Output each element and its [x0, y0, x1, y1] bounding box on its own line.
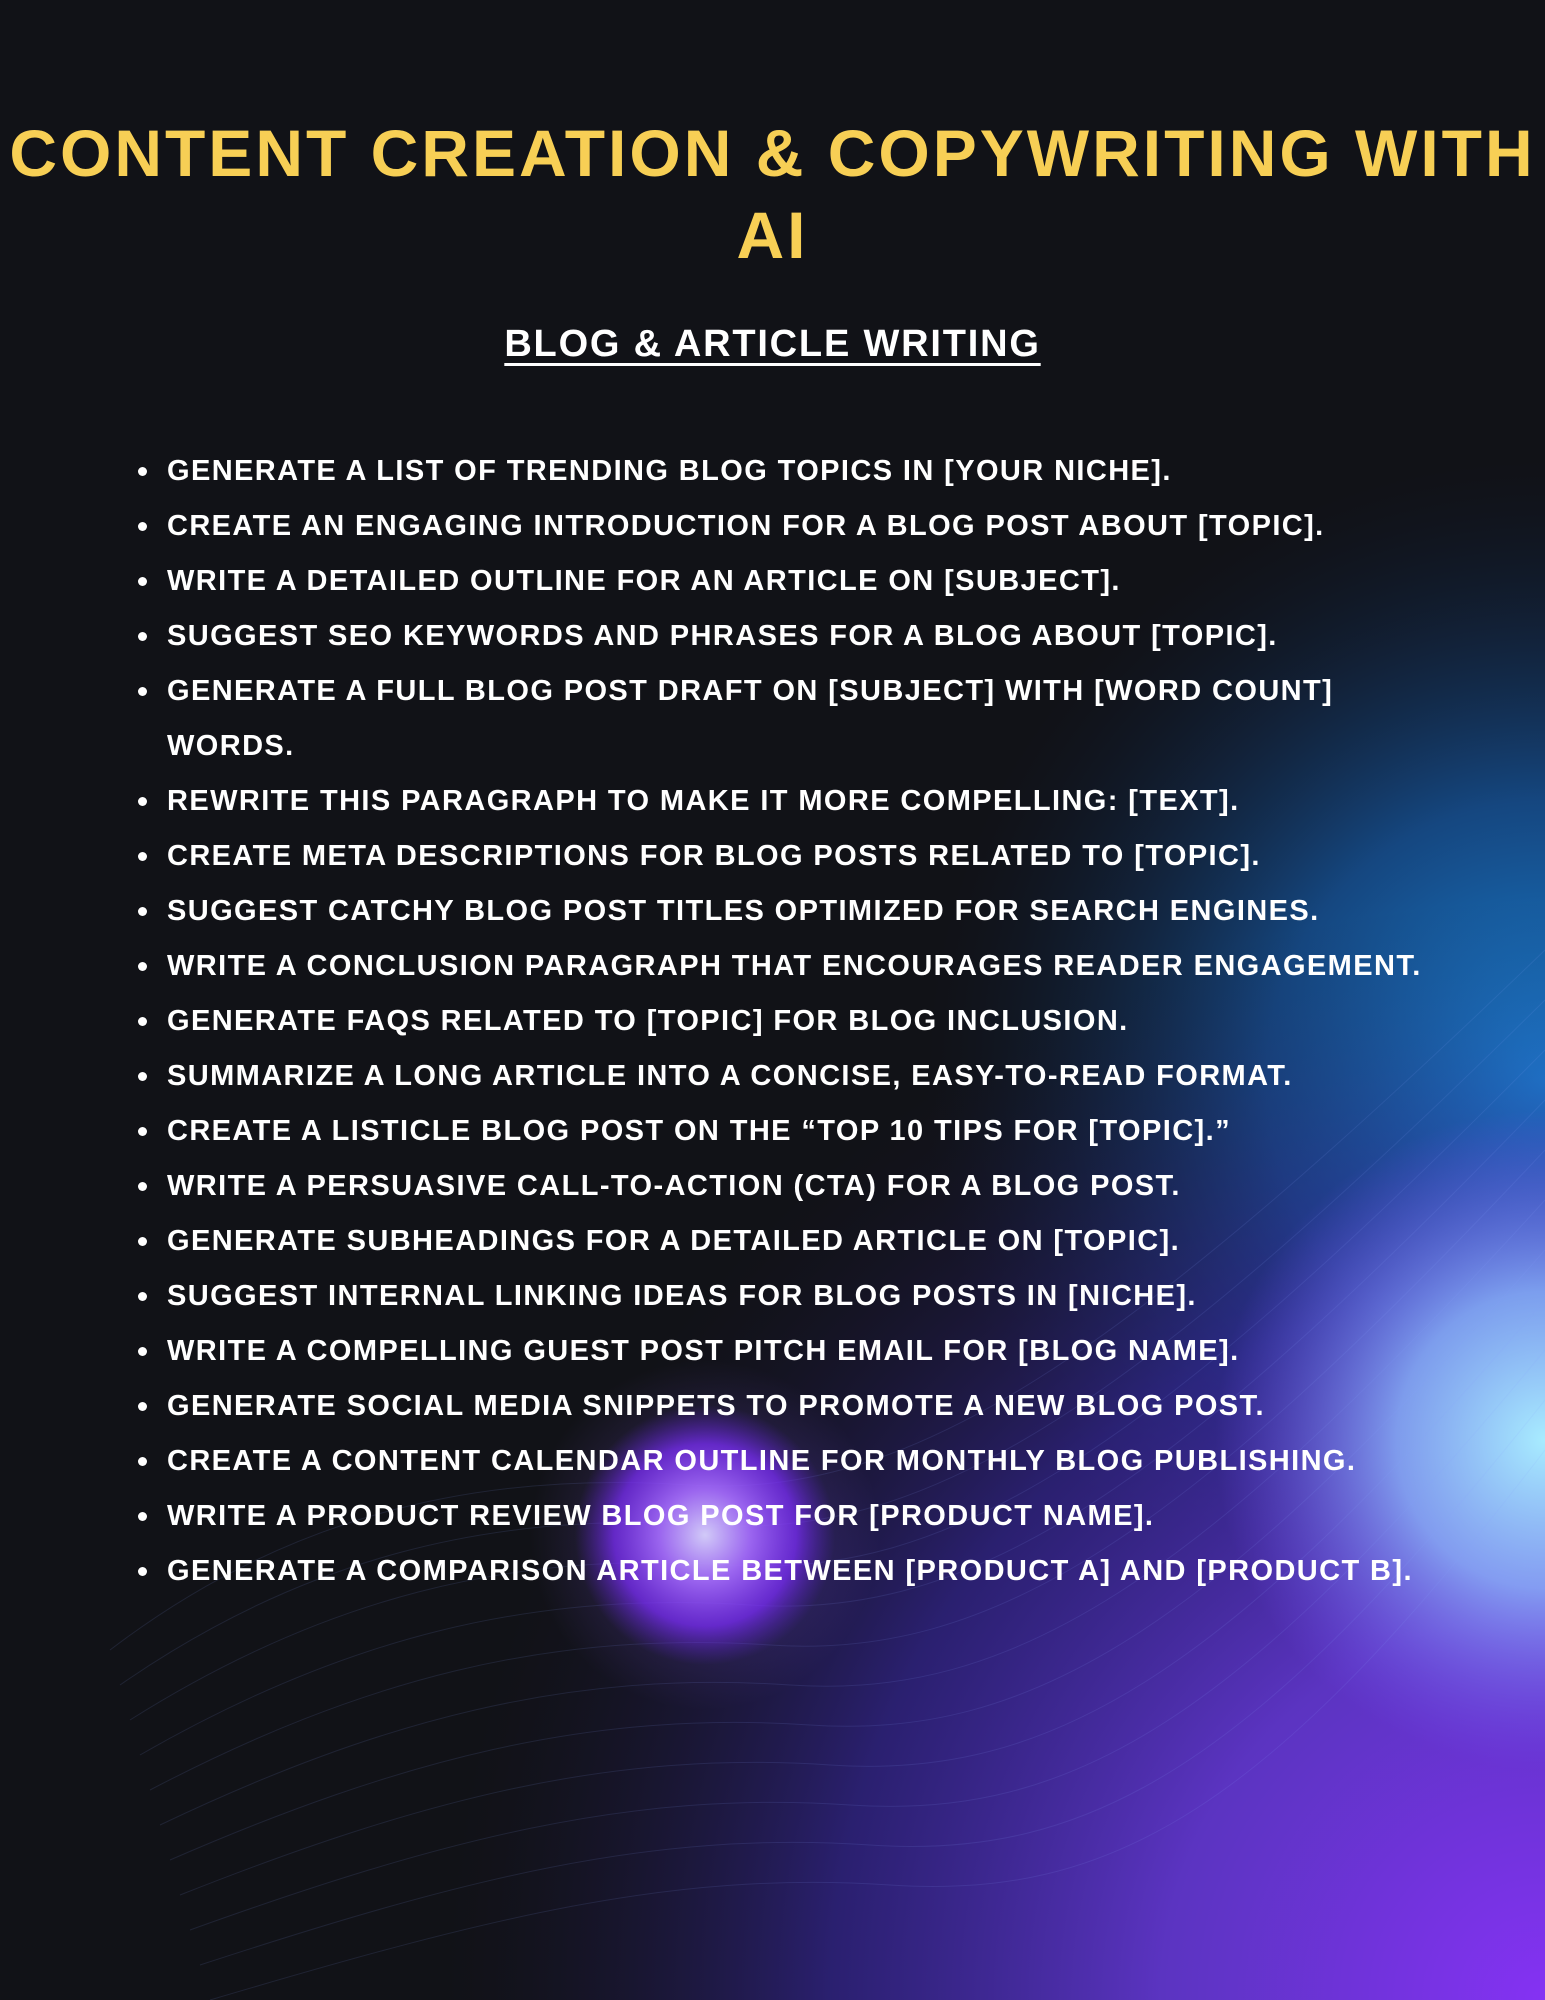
list-item: REWRITE THIS PARAGRAPH TO MAKE IT MORE COMPELLING: [TEXT].	[167, 774, 1427, 829]
list-item: SUGGEST CATCHY BLOG POST TITLES OPTIMIZED FOR SEARCH ENGINES.	[167, 884, 1427, 939]
list-item: GENERATE A FULL BLOG POST DRAFT ON [SUBJECT] WITH [WORD COUNT] WORDS.	[167, 664, 1427, 774]
list-item: CREATE META DESCRIPTIONS FOR BLOG POSTS RELATED TO [TOPIC].	[167, 829, 1427, 884]
list-item: GENERATE A LIST OF TRENDING BLOG TOPICS IN [YOUR NICHE].	[167, 444, 1427, 499]
list-item: WRITE A CONCLUSION PARAGRAPH THAT ENCOURAGES READER ENGAGEMENT.	[167, 939, 1427, 994]
list-item: WRITE A PRODUCT REVIEW BLOG POST FOR [PRODUCT NAME].	[167, 1489, 1427, 1544]
prompt-list	[167, 444, 1427, 1599]
list-item: GENERATE A COMPARISON ARTICLE BETWEEN [PRODUCT A] AND [PRODUCT B].	[167, 1544, 1427, 1599]
list-item: CREATE A CONTENT CALENDAR OUTLINE FOR MONTHLY BLOG PUBLISHING.	[167, 1434, 1427, 1489]
list-item: GENERATE FAQS RELATED TO [TOPIC] FOR BLOG INCLUSION.	[167, 994, 1427, 1049]
list-item: GENERATE SOCIAL MEDIA SNIPPETS TO PROMOTE A NEW BLOG POST.	[167, 1379, 1427, 1434]
list-item: SUGGEST SEO KEYWORDS AND PHRASES FOR A BLOG ABOUT [TOPIC].	[167, 609, 1427, 664]
list-item: WRITE A PERSUASIVE CALL-TO-ACTION (CTA) FOR A BLOG POST.	[167, 1159, 1427, 1214]
list-item: SUGGEST INTERNAL LINKING IDEAS FOR BLOG POSTS IN [NICHE].	[167, 1269, 1427, 1324]
list-item: CREATE A LISTICLE BLOG POST ON THE “TOP 10 TIPS FOR [TOPIC].”	[167, 1104, 1427, 1159]
page-title: CONTENT CREATION & COPYWRITING WITH AI	[9, 116, 1536, 272]
list-item: SUMMARIZE A LONG ARTICLE INTO A CONCISE, EASY-TO-READ FORMAT.	[167, 1049, 1427, 1104]
list-item: GENERATE SUBHEADINGS FOR A DETAILED ARTICLE ON [TOPIC].	[167, 1214, 1427, 1269]
list-item: CREATE AN ENGAGING INTRODUCTION FOR A BLOG POST ABOUT [TOPIC].	[167, 499, 1427, 554]
list-item: WRITE A DETAILED OUTLINE FOR AN ARTICLE ON [SUBJECT].	[167, 554, 1427, 609]
section-heading: BLOG & ARTICLE WRITING	[504, 323, 1041, 365]
list-item: WRITE A COMPELLING GUEST POST PITCH EMAIL FOR [BLOG NAME].	[167, 1324, 1427, 1379]
